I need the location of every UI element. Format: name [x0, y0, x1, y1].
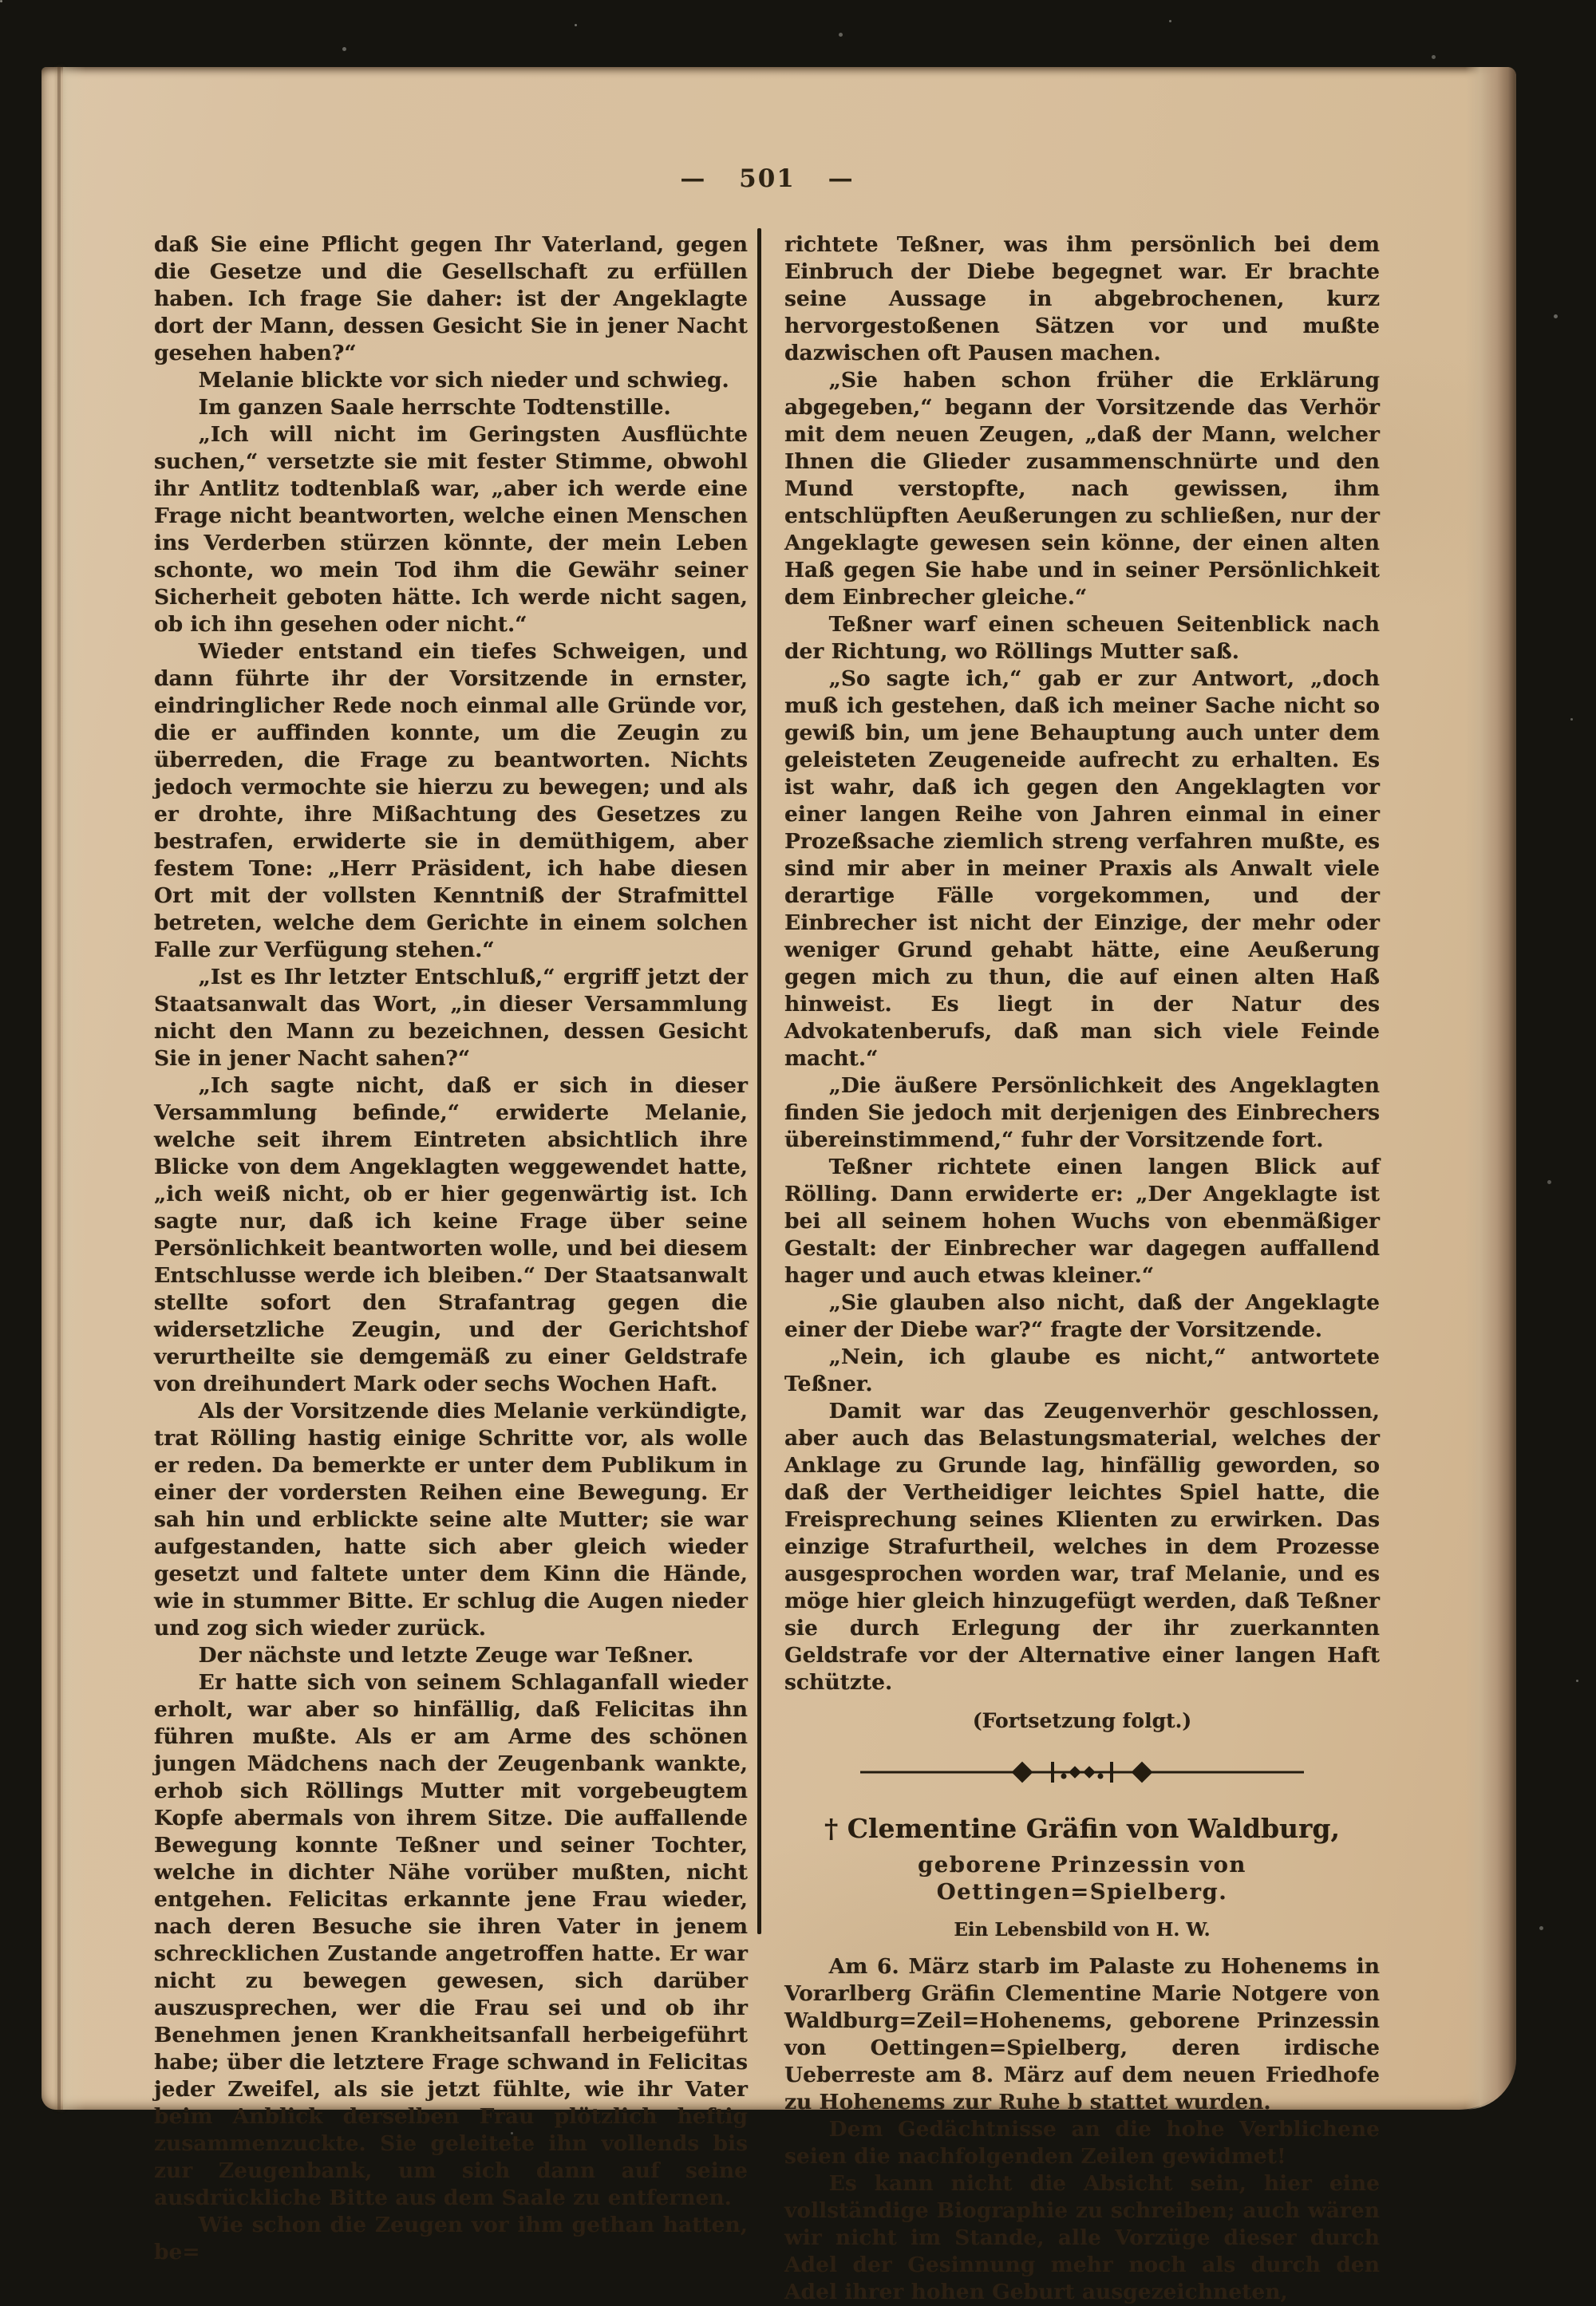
section-divider-ornament [859, 1759, 1306, 1786]
paragraph: „Sie haben schon früher die Erklärung abgegeben,“ begann der Vorsitzende das Verhör mit dem neuen Zeugen, „daß der Mann, welcher Ihnen die Glieder zusammenschnürte und den Mund verstopfte, nach gewissen, ihm entschlüpften Aeußerungen zu schließen, nur der Angeklagte gewesen sein könne, der einen alten Haß gegen Sie habe und in seiner Persönlichkeit dem Einbrecher gleiche.“ [784, 368, 1380, 610]
paragraph: Teßner richtete einen langen Blick auf Rölling. Dann erwiderte er: „Der Angeklagte ist bei all seinem hohen Wuchs von ebenmäßiger Gestalt: der Einbrecher war dagegen auffallend hager und auch etwas kleiner.“ [784, 1155, 1380, 1288]
paragraph: „Ich sagte nicht, daß er sich in dieser Versammlung befinde,“ erwiderte Melanie, welche seit ihrem Eintreten absichtlich ihre Blicke von dem Angeklagten weggewendet hatte, „ich weiß nicht, ob er hier gegenwärtig ist. Ich sagte nur, daß ich keine Frage über seine Persönlichkeit beantworten wolle, und bei diesem Entschlusse werde ich bleiben.“ Der Staatsanwalt stellte sofort den Strafantrag gegen die widersetzliche Zeugin, und der Gerichtshof verurtheilte sie demgemäß zu einer Geldstrafe von dreihundert Mark oder sechs Wochen Haft. [154, 1073, 748, 1396]
book-page [41, 67, 1516, 2304]
paragraph: daß Sie eine Pflicht gegen Ihr Vaterland, gegen die Gesetze und die Gesellschaft zu erfüllen haben. Ich frage Sie daher: ist der Angeklagte dort der Mann, dessen Gesicht Sie in jener Nacht gesehen haben?“ [154, 232, 748, 365]
page-number: — 501 — [680, 164, 855, 193]
paragraph: Teßner warf einen scheuen Seitenblick nach der Richtung, wo Röllings Mutter saß. [784, 612, 1380, 664]
binding-gutter-highlight [63, 67, 85, 2110]
obituary-paragraphs [784, 1953, 1380, 2306]
paragraph: „So sagte ich,“ gab er zur Antwort, „doch muß ich gestehen, daß ich meiner Sache nicht so gewiß bin, um jene Behauptung auch unter dem geleisteten Zeugeneide aufrecht zu erhalten. Es ist wahr, daß ich gegen den Angeklagten vor einer langen Reihe von Jahren einmal in einer Prozeßsache ziemlich streng verfahren mußte, es sind mir aber in meiner Praxis als Anwalt viele derartige Fälle vorgekommen, und der Einbrecher ist nicht der Einzige, der mehr oder weniger Grund gehabt hätte, eine Aeußerung gegen mich zu thun, die auf einen alten Haß hinweist. Es liegt in der Natur des Advokatenberufs, daß man sich viele Feinde macht.“ [784, 666, 1380, 1071]
paragraph: Damit war das Zeugenverhör geschlossen, aber auch das Belastungsmaterial, welches der Anklage zu Grunde lag, hinfällig geworden, so daß der Vertheidiger leichtes Spiel hatte, die Freisprechung seines Klienten zu erwirken. Das einzige Strafurtheil, welches in dem Prozesse ausgesprochen worden war, traf Melanie, und es möge hier gleich hinzugefügt werden, daß Teßner sie durch Erlegung der ihr zuerkannten Geldstrafe vor der Alternative einer langen Haft schützte. [784, 1399, 1380, 1695]
paragraph: Es kann nicht die Absicht sein, hier eine vollständige Biographie zu schreiben; auch wären wir nicht im Stande, alle Vorzüge dieser durch Adel der Gesinnung mehr noch als durch den Adel ihrer hohen Geburt ausgezeichneten, [784, 2171, 1380, 2304]
paragraph: Er hatte sich von seinem Schlaganfall wieder erholt, war aber so hinfällig, daß Felicitas ihn führen mußte. Als er am Arme des schönen jungen Mädchens nach der Zeugenbank wankte, erhob sich Röllings Mutter mit vorgebeugtem Kopfe abermals von ihrem Sitze. Die auffallende Bewegung konnte Teßner und seiner Tochter, welche in dichter Nähe vorüber mußten, nicht entgehen. Felicitas erkannte jene Frau wieder, nach deren Besuche sie ihren Vater in jenem schrecklichen Zustande angetroffen hatte. Er war nicht zu bewegen gewesen, sich darüber auszusprechen, wer die Frau sei und ob ihr Benehmen jenen Krankheitsanfall herbeigeführt habe; über die letztere Frage schwand in Felicitas jeder Zweifel, als sie jetzt fühlte, wie ihr Vater beim Anblick derselben Frau plötzlich heftig zusammenzuckte. Sie geleitete ihn vollends bis zur Zeugenbank, um sich dann auf seine ausdrückliche Bitte aus dem Saale zu entfernen. [154, 1670, 748, 2210]
page-edge-stack [1465, 67, 1516, 2110]
paragraph: Wie schon die Zeugen vor ihm gethan hatten, be= [154, 2213, 748, 2265]
paragraph: „Ich will nicht im Geringsten Ausflüchte suchen,“ versetzte sie mit fester Stimme, obwohl ihr Antlitz todtenblaß war, „aber ich werde eine Frage nicht beantworten, welche einen Menschen ins Verderben stürzen könnte, der mein Leben schonte, wo mein Tod ihm die Gewähr seiner Sicherheit geboten hätte. Ich werde nicht sagen, ob ich ihn gesehen oder nicht.“ [154, 422, 748, 637]
obituary-title: † Clementine Gräfin von Waldburg, [824, 1813, 1340, 1844]
right-column-paragraphs [784, 231, 1380, 1696]
paragraph: „Die äußere Persönlichkeit des Angeklagten finden Sie jedoch mit derjenigen des Einbrechers übereinstimmend,“ fuhr der Vorsitzende fort. [784, 1073, 1380, 1152]
paragraph: Dem Gedächtnisse an die hohe Verblichene seien die nachfolgenden Zeilen gewidmet! [784, 2117, 1380, 2169]
paragraph: Im ganzen Saale herrschte Todtenstille. [198, 395, 671, 420]
paragraph: „Sie glauben also nicht, daß der Angeklagte einer der Diebe war?“ fragte der Vorsitzende. [784, 1290, 1380, 1342]
paragraph: Als der Vorsitzende dies Melanie verkündigte, trat Rölling hastig einige Schritte vor, als wolle er reden. Da bemerkte er unter dem Publikum in einer der vordersten Reihen eine Bewegung. Er sah hin und erblickte seine alte Mutter; sie war aufgestanden, hatte sich aber gleich wieder gesetzt und faltete unter dem Kinn die Hände, wie in stummer Bitte. Er schlug die Augen nieder und zog sich wieder zurück. [154, 1399, 748, 1641]
scanner-dust-speckles [0, 0, 2, 2]
paragraph: Am 6. März starb im Palaste zu Hohenems in Vorarlberg Gräfin Clementine Marie Notgere von Waldburg=Zeil=Hohenems, geborene Prinzessin von Oettingen=Spielberg, deren irdische Ueberreste am 8. März auf dem neuen Friedhofe zu Hohenems zur Ruhe b stattet wurden. [784, 1954, 1380, 2114]
paragraph: „Ist es Ihr letzter Entschluß,“ ergriff jetzt der Staatsanwalt das Wort, „in dieser Versammlung nicht den Mann zu bezeichnen, dessen Gesicht Sie in jener Nacht sahen?“ [154, 965, 748, 1071]
obituary-byline: Ein Lebensbild von H. W. [954, 1919, 1211, 1941]
paragraph: richtete Teßner, was ihm persönlich bei dem Einbruch der Diebe begegnet war. Er brachte seine Aussage in abgebrochenen, kurz hervorgestoßenen Sätzen vor und mußte dazwischen oft Pausen machen. [784, 232, 1380, 365]
paragraph: Melanie blickte vor sich nieder und schwieg. [198, 368, 729, 393]
left-column [154, 231, 748, 2266]
paragraph: Wieder entstand ein tiefes Schweigen, und dann führte ihr der Vorsitzende in ernster, eindringlicher Rede noch einmal alle Gründe vor, die er auffinden konnte, um die Zeugin zu überreden, die Frage zu beantworten. Nichts jedoch vermochte sie hierzu zu bewegen; und als er drohte, ihre Mißachtung des Gesetzes zu bestrafen, erwiderte sie in demüthigem, aber festem Tone: „Herr Präsident, ich habe diesen Ort mit der vollsten Kenntniß der Strafmittel betreten, welche dem Gerichte in einem solchen Falle zur Verfügung stehen.“ [154, 639, 748, 962]
paragraph: Der nächste und letzte Zeuge war Teßner. [198, 1643, 694, 1668]
paragraph: „Nein, ich glaube es nicht,“ antwortete Teßner. [784, 1345, 1380, 1396]
binding-gutter-crease [57, 67, 61, 2110]
column-divider-rule [757, 228, 761, 1934]
obituary-subtitle: geborene Prinzessin von Oettingen=Spielberg. [918, 1852, 1246, 1905]
right-column [784, 231, 1380, 2306]
continuation-note: (Fortsetzung folgt.) [972, 1709, 1192, 1732]
